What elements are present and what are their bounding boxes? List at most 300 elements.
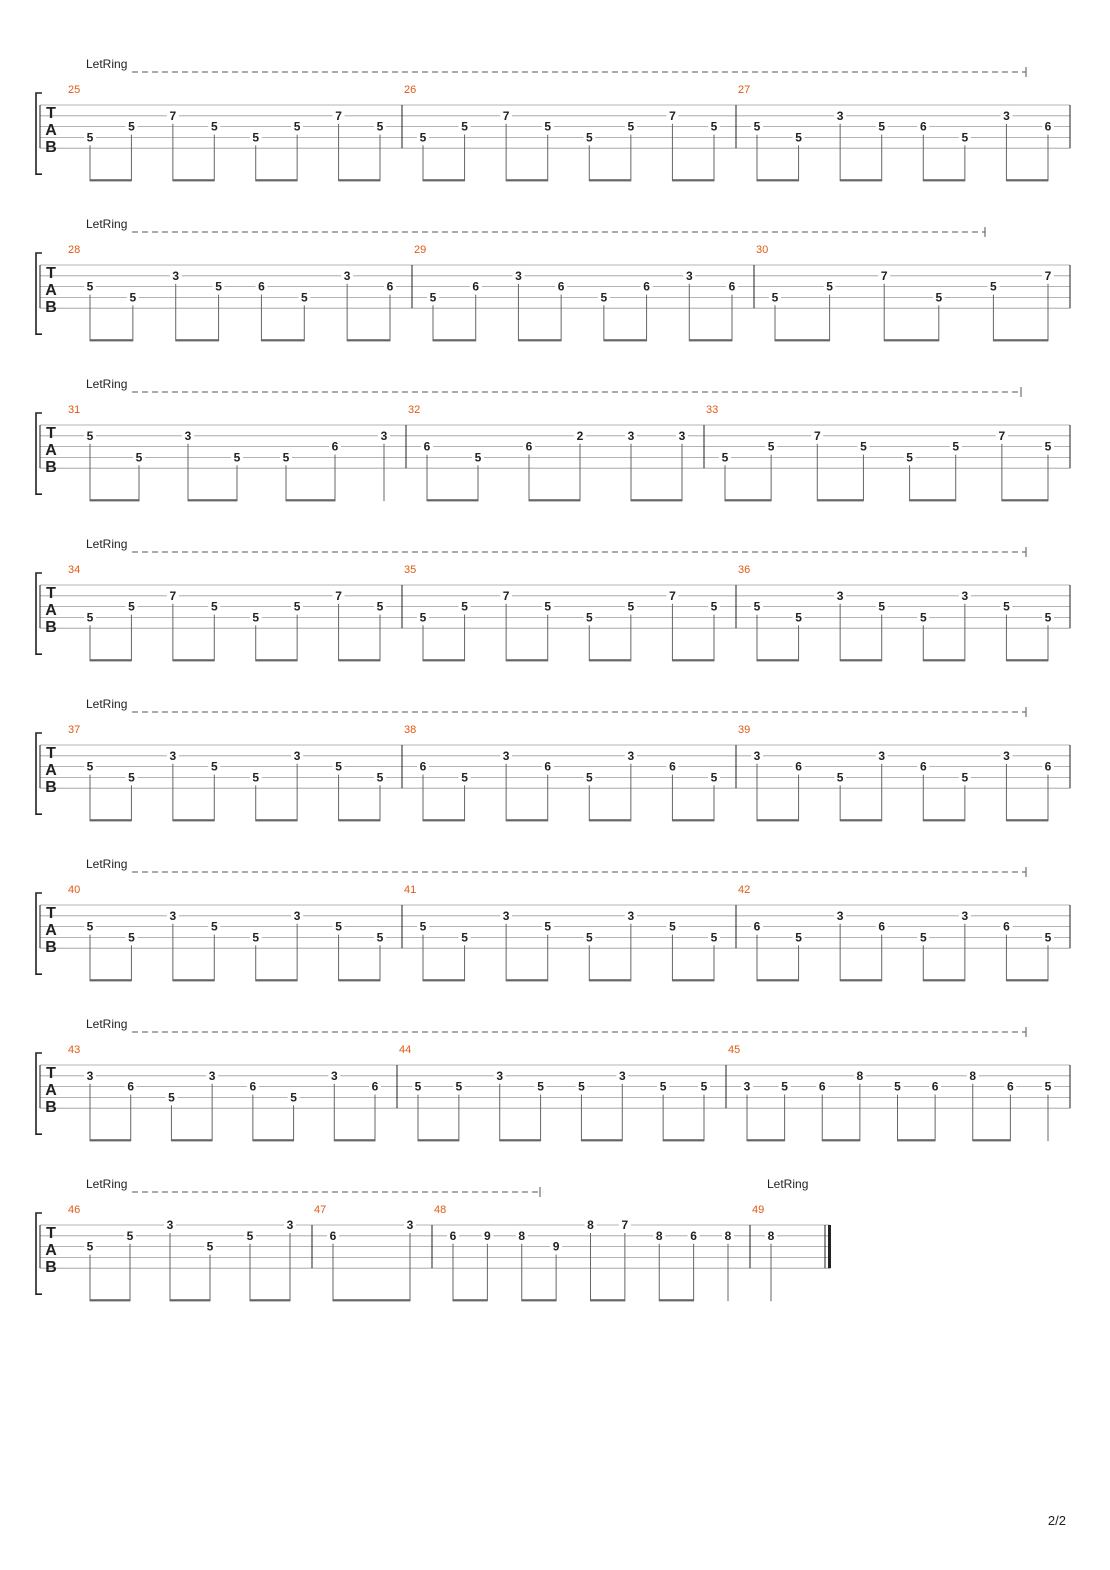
fret-number: 3 [208, 1068, 216, 1083]
fret-number: 5 [767, 439, 775, 454]
fret-number: 5 [1044, 1079, 1052, 1094]
fret-number: 3 [618, 1068, 626, 1083]
beam [757, 659, 799, 661]
beam [817, 499, 863, 501]
tab-clef-letter: B [45, 299, 57, 316]
fret-number: 5 [919, 610, 927, 625]
beam [1006, 979, 1048, 981]
tab-system [36, 697, 1070, 821]
beam [923, 659, 965, 661]
beam [339, 659, 380, 661]
beam [1006, 179, 1048, 181]
beam [757, 979, 799, 981]
fret-number: 5 [376, 119, 384, 134]
beam [689, 339, 732, 341]
beam [188, 499, 237, 501]
fret-number: 6 [1003, 919, 1010, 934]
fret-number: 5 [627, 599, 635, 614]
beam [347, 339, 390, 341]
measure [68, 1044, 381, 1141]
beam [923, 979, 965, 981]
fret-number: 5 [461, 119, 468, 134]
measure [68, 884, 386, 981]
fret-number: 5 [544, 119, 552, 134]
beam [261, 339, 304, 341]
fret-number: 5 [474, 450, 482, 465]
fret-number: 5 [86, 919, 94, 934]
tab-clef-letter: T [46, 425, 56, 442]
fret-number: 3 [878, 748, 886, 763]
fret-number: 3 [836, 908, 844, 923]
measure [68, 724, 386, 821]
fret-number: 7 [502, 108, 510, 123]
fret-number: 5 [215, 279, 222, 294]
fret-number: 5 [419, 130, 427, 145]
fret-number: 5 [293, 119, 301, 134]
fret-number: 3 [169, 908, 177, 923]
fret-number: 6 [544, 759, 552, 774]
beam [339, 819, 380, 821]
tab-system [36, 377, 1070, 501]
beam [333, 1299, 410, 1301]
fret-number: 5 [836, 770, 844, 785]
fret-number: 6 [919, 119, 927, 134]
fret-number: 5 [952, 439, 960, 454]
beam [840, 819, 882, 821]
tab-clef-letter: A [45, 1242, 57, 1259]
fret-number: 3 [172, 268, 180, 283]
beam [173, 659, 214, 661]
fret-number: 6 [669, 759, 676, 774]
fret-number: 5 [537, 1079, 544, 1094]
fret-number: 5 [669, 919, 676, 934]
measure-number: 38 [404, 724, 417, 736]
fret-number: 8 [856, 1068, 864, 1083]
fret-number: 6 [1044, 119, 1052, 134]
fret-number: 6 [472, 279, 480, 294]
beam [176, 339, 219, 341]
tab-clef-letter: A [45, 1082, 57, 1099]
fret-number: 7 [502, 588, 510, 603]
beam [423, 659, 465, 661]
fret-number: 3 [502, 908, 510, 923]
fret-number: 5 [894, 1079, 901, 1094]
fret-number: 6 [449, 1228, 457, 1243]
fret-number: 3 [627, 908, 635, 923]
beam [418, 1139, 459, 1141]
tab-clef-letter: A [45, 602, 57, 619]
beam [923, 819, 965, 821]
fret-number: 8 [518, 1228, 526, 1243]
fret-number: 5 [210, 759, 218, 774]
fret-number: 6 [728, 279, 736, 294]
measure [434, 1204, 734, 1301]
tab-clef-letter: B [45, 619, 57, 636]
fret-number: 7 [998, 428, 1006, 443]
let-ring-label: LetRing [86, 377, 128, 391]
beam [1002, 499, 1048, 501]
fret-number: 5 [86, 130, 94, 145]
tab-clef-letter: A [45, 922, 57, 939]
fret-number: 5 [781, 1079, 788, 1094]
beam [840, 179, 882, 181]
fret-number: 5 [771, 290, 779, 305]
beam [173, 179, 214, 181]
measure [68, 404, 390, 501]
tab-clef-letter: T [46, 1225, 56, 1242]
fret-number: 5 [1044, 930, 1052, 945]
beam [170, 1299, 210, 1301]
beam [423, 819, 465, 821]
fret-number: 8 [587, 1218, 594, 1232]
fret-number: 7 [169, 588, 177, 603]
tab-clef-letter: B [45, 1259, 57, 1276]
measure-number: 41 [404, 884, 417, 896]
fret-number: 5 [753, 599, 761, 614]
fret-number: 5 [128, 770, 135, 785]
let-ring-label: LetRing [86, 57, 128, 71]
fret-number: 3 [1003, 108, 1010, 123]
tab-clef-letter: T [46, 265, 56, 282]
beam [747, 1139, 785, 1141]
fret-number: 6 [127, 1079, 135, 1094]
fret-number: 5 [335, 759, 342, 774]
beam [90, 179, 131, 181]
fret-number: 5 [795, 130, 802, 145]
measure-number: 39 [738, 724, 751, 736]
fret-number: 5 [455, 1079, 463, 1094]
measure [728, 1044, 1054, 1141]
fret-number: 3 [627, 748, 635, 763]
fret-number: 7 [880, 268, 888, 283]
beam [339, 979, 380, 981]
beam [90, 339, 133, 341]
beam [256, 179, 297, 181]
fret-number: 5 [878, 599, 886, 614]
fret-number: 5 [826, 279, 833, 294]
tab-system [36, 1017, 1070, 1141]
measure [68, 1204, 296, 1301]
fret-number: 3 [293, 748, 301, 763]
beam [822, 1139, 860, 1141]
beam [923, 179, 965, 181]
fret-number: 6 [1044, 759, 1052, 774]
tab-system [36, 57, 1070, 181]
fret-number: 5 [252, 770, 260, 785]
beam [973, 1139, 1011, 1141]
measure-number: 27 [738, 84, 751, 96]
fret-number: 5 [700, 1079, 708, 1094]
fret-number: 5 [86, 1239, 94, 1254]
fret-number: 5 [376, 770, 384, 785]
tab-clef-letter: B [45, 779, 57, 796]
measure [399, 1044, 710, 1141]
fret-number: 5 [585, 610, 593, 625]
beam [589, 659, 631, 661]
fret-number: 5 [252, 930, 260, 945]
fret-number: 5 [128, 930, 135, 945]
fret-number: 3 [743, 1079, 751, 1094]
fret-number: 5 [290, 1090, 297, 1105]
fret-number: 5 [210, 919, 218, 934]
fret-number: 3 [961, 588, 969, 603]
beam [334, 1139, 375, 1141]
fret-number: 3 [330, 1068, 338, 1083]
beam [453, 1299, 487, 1301]
page-number: 2/2 [1047, 1513, 1066, 1528]
beam [90, 819, 131, 821]
measure [752, 1204, 777, 1301]
fret-number: 6 [386, 279, 394, 294]
fret-number: 3 [166, 1218, 174, 1232]
tab-clef-letter: B [45, 139, 57, 156]
fret-number: 5 [252, 130, 260, 145]
beam [1006, 819, 1048, 821]
beam [589, 179, 631, 181]
fret-number: 6 [753, 919, 761, 934]
fret-number: 6 [818, 1079, 826, 1094]
fret-number: 5 [753, 119, 761, 134]
fret-number: 3 [678, 428, 686, 443]
fret-number: 5 [1044, 610, 1052, 625]
measure [738, 564, 1054, 661]
beam [589, 819, 631, 821]
fret-number: 6 [423, 439, 431, 454]
beam [256, 979, 297, 981]
beam [898, 1139, 936, 1141]
beam [90, 1299, 130, 1301]
measure-number: 29 [414, 244, 427, 256]
measure [404, 724, 720, 821]
beam [581, 1139, 622, 1141]
tab-clef-letter: A [45, 442, 57, 459]
fret-number: 5 [282, 450, 290, 465]
tab-clef-letter: B [45, 939, 57, 956]
fret-number: 5 [919, 930, 927, 945]
let-ring-label: LetRing [767, 1177, 809, 1191]
tab-clef-letter: B [45, 1099, 57, 1116]
fret-number: 5 [419, 919, 427, 934]
fret-number: 6 [419, 759, 427, 774]
beam [659, 1299, 693, 1301]
fret-number: 5 [135, 450, 143, 465]
measure-number: 42 [738, 884, 751, 896]
tab-clef-letter: A [45, 282, 57, 299]
fret-number: 5 [795, 930, 802, 945]
fret-number: 5 [544, 599, 552, 614]
beam [427, 499, 478, 501]
tab-clef-letter: T [46, 905, 56, 922]
fret-number: 5 [659, 1079, 667, 1094]
beam [423, 979, 465, 981]
beam [500, 1139, 541, 1141]
fret-number: 7 [169, 108, 177, 123]
fret-number: 5 [961, 130, 969, 145]
let-ring-label: LetRing [86, 537, 128, 551]
beam [339, 179, 380, 181]
measure [68, 244, 396, 341]
fret-number: 6 [919, 759, 927, 774]
beam [672, 659, 714, 661]
fret-number: 6 [795, 759, 802, 774]
measure-number: 43 [68, 1044, 81, 1056]
fret-number: 5 [544, 919, 552, 934]
fret-number: 5 [233, 450, 241, 465]
measure-number: 34 [68, 564, 81, 576]
beam [672, 819, 714, 821]
beam [173, 819, 214, 821]
fret-number: 5 [429, 290, 437, 305]
measure [404, 564, 720, 661]
fret-number: 3 [836, 588, 844, 603]
measure-number: 45 [728, 1044, 741, 1056]
fret-number: 6 [258, 279, 265, 294]
fret-number: 5 [878, 119, 886, 134]
fret-number: 5 [578, 1079, 585, 1094]
fret-number: 9 [552, 1239, 560, 1254]
fret-number: 5 [1044, 439, 1052, 454]
fret-number: 3 [343, 268, 351, 283]
fret-number: 5 [600, 290, 608, 305]
fret-number: 3 [184, 428, 192, 443]
fret-number: 3 [836, 108, 844, 123]
let-ring-label: LetRing [86, 217, 128, 231]
beam [672, 179, 714, 181]
fret-number: 6 [331, 439, 339, 454]
beam [589, 979, 631, 981]
beam [1006, 659, 1048, 661]
measure [706, 404, 1054, 501]
beam [90, 1139, 131, 1141]
tab-system [36, 857, 1070, 981]
beam [506, 659, 548, 661]
beam [506, 819, 548, 821]
tab-system [36, 537, 1070, 661]
fret-number: 5 [585, 770, 593, 785]
tab-clef-letter: T [46, 105, 56, 122]
fret-number: 3 [627, 428, 635, 443]
fret-number: 3 [685, 268, 693, 283]
measure-number: 40 [68, 884, 81, 896]
let-ring-label: LetRing [86, 697, 128, 711]
fret-number: 5 [86, 279, 94, 294]
fret-number: 5 [710, 119, 718, 134]
fret-number: 5 [414, 1079, 422, 1094]
beam [591, 1299, 625, 1301]
fret-number: 5 [461, 930, 468, 945]
beam [90, 499, 139, 501]
measure [408, 404, 688, 501]
final-barline-thick [828, 1225, 831, 1268]
measure [404, 84, 720, 181]
fret-number: 6 [557, 279, 565, 294]
measure-number: 44 [399, 1044, 412, 1056]
beam [286, 499, 335, 501]
beam [775, 339, 830, 341]
tab-clef-letter: A [45, 762, 57, 779]
measure-number: 47 [314, 1204, 327, 1216]
measure [68, 84, 386, 181]
measure [314, 1204, 416, 1301]
fret-number: 5 [935, 290, 943, 305]
beam [433, 339, 476, 341]
fret-number: 3 [86, 1068, 94, 1083]
beam [757, 819, 799, 821]
fret-number: 6 [690, 1228, 697, 1243]
beam [725, 499, 771, 501]
fret-number: 5 [376, 930, 384, 945]
fret-number: 5 [86, 428, 94, 443]
fret-number: 6 [643, 279, 650, 294]
beam [90, 979, 131, 981]
fret-number: 7 [669, 588, 676, 603]
fret-number: 5 [795, 610, 802, 625]
measure [738, 724, 1054, 821]
beam [993, 339, 1048, 341]
let-ring-label: LetRing [86, 1017, 128, 1031]
fret-number: 3 [1003, 748, 1010, 763]
fret-number: 5 [376, 599, 384, 614]
fret-number: 5 [627, 119, 635, 134]
beam [910, 499, 956, 501]
fret-number: 5 [210, 119, 218, 134]
fret-number: 3 [406, 1218, 414, 1232]
fret-number: 3 [380, 428, 388, 443]
fret-number: 3 [169, 748, 177, 763]
fret-number: 7 [335, 588, 342, 603]
fret-number: 5 [206, 1239, 214, 1254]
fret-number: 5 [961, 770, 969, 785]
fret-number: 6 [878, 919, 886, 934]
fret-number: 9 [484, 1228, 491, 1243]
fret-number: 5 [710, 930, 718, 945]
fret-number: 5 [585, 130, 593, 145]
fret-number: 3 [515, 268, 522, 283]
measure-number: 48 [434, 1204, 447, 1216]
beam [840, 979, 882, 981]
beam [173, 979, 214, 981]
beam [604, 339, 647, 341]
measure [404, 884, 720, 981]
measure [738, 884, 1054, 981]
fret-number: 5 [246, 1228, 254, 1243]
fret-number: 8 [724, 1228, 732, 1243]
fret-number: 7 [813, 428, 821, 443]
fret-number: 8 [655, 1228, 663, 1243]
fret-number: 5 [300, 290, 308, 305]
fret-number: 3 [293, 908, 301, 923]
measure-number: 33 [706, 404, 719, 416]
fret-number: 3 [502, 748, 510, 763]
fret-number: 7 [1044, 268, 1052, 283]
fret-number: 5 [585, 930, 593, 945]
fret-number: 6 [525, 439, 533, 454]
fret-number: 6 [931, 1079, 939, 1094]
let-ring-label: LetRing [86, 1177, 128, 1191]
beam [672, 979, 714, 981]
fret-number: 5 [293, 599, 301, 614]
measure-number: 49 [752, 1204, 765, 1216]
beam [423, 179, 465, 181]
fret-number: 7 [335, 108, 342, 123]
fret-number: 5 [990, 279, 997, 294]
beam [90, 659, 131, 661]
fret-number: 8 [969, 1068, 977, 1083]
fret-number: 5 [1003, 599, 1010, 614]
measure [68, 564, 386, 661]
fret-number: 5 [252, 610, 260, 625]
measure [756, 244, 1054, 341]
